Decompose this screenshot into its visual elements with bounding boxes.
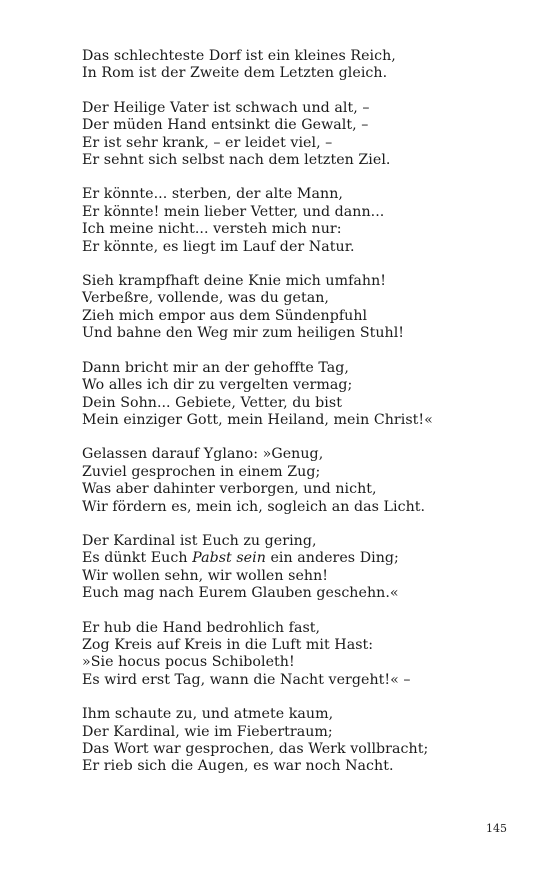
poem-line: Das Wort war gesprochen, das Werk vollbracht; [82,741,429,757]
poem-line: Er könnte, es liegt im Lauf der Natur. [82,238,355,255]
stanza-4 [82,273,522,343]
poem-line: Mein einziger Gott, mein Heiland, mein Christ!« [82,411,433,428]
poem-line: Was aber dahinter verborgen, und nicht, [82,481,377,498]
poem-line: Euch mag nach Eurem Glauben geschehn.« [82,585,399,602]
poem-line: In Rom ist der Zweite dem Letzten gleich. [82,65,388,82]
poem-line: Er hub die Hand bedrohlich fast, [82,619,321,636]
poem-line: Verbeßre, vollende, was du getan, [82,290,329,307]
poem-line: Wir fördern es, mein ich, sogleich an das Licht. [82,498,426,515]
poem-line: Er könnte... sterben, der alte Mann, [82,186,343,203]
poem-line: Der Heilige Vater ist schwach und alt, – [82,99,370,116]
poem-line-segment: ein anderes Ding; [265,550,399,567]
stanza-1 [82,48,522,83]
stanza-3 [82,186,522,256]
stanza-8 [82,620,522,690]
poem-line: Der Kardinal ist Euch zu gering, [82,532,317,549]
poem-line-segment: Es dünkt Euch [82,550,193,567]
poem-line-with-italic [82,550,522,567]
poem-line: Dann bricht mir an der gehoffte Tag, [82,359,349,376]
stanza-5 [82,360,522,430]
poem-line: Es wird erst Tag, wann die Nacht vergeht!« – [82,671,411,688]
stanza-7 [82,533,522,603]
stanza-9 [82,706,522,776]
poem-line: Sieh krampfhaft deine Knie mich umfahn! [82,273,387,290]
poem-line: Gelassen darauf Yglano: »Genug, [82,446,324,463]
stanza-2 [82,100,522,170]
poem-line: Ich meine nicht... versteh mich nur: [82,221,342,238]
page-number: 145 [486,822,507,835]
poem-line: Er ist sehr krank, – er leidet viel, – [82,134,333,151]
poem-line: Der müden Hand entsinkt die Gewalt, – [82,117,369,134]
poem-line: Er könnte! mein lieber Vetter, und dann... [82,203,385,220]
poem-line: Ihm schaute zu, und atmete kaum, [82,706,334,723]
poem-line: Wo alles ich dir zu vergelten vermag; [82,377,353,394]
poem-line: Zuviel gesprochen in einem Zug; [82,463,321,480]
poem-line: Zieh mich empor aus dem Sündenpfuhl [82,307,368,324]
poem-line: Und bahne den Weg mir zum heiligen Stuhl! [82,325,405,342]
poem-line: »Sie hocus pocus Schiboleth! [82,654,295,671]
italic-phrase: Pabst sein [192,550,266,567]
poem-line: Zog Kreis auf Kreis in die Luft mit Hast: [82,636,374,653]
poem-line: Er sehnt sich selbst nach dem letzten Ziel. [82,152,391,169]
poem-line: Dein Sohn... Gebiete, Vetter, du bist [82,394,342,411]
poem-line: Er rieb sich die Augen, es war noch Nacht. [82,758,394,775]
poem-text-block [82,48,522,793]
poem-line: Der Kardinal, wie im Fiebertraum; [82,723,333,740]
poem-line: Wir wollen sehn, wir wollen sehn! [82,567,329,584]
stanza-6 [82,446,522,516]
poem-line: Das schlechteste Dorf ist ein kleines Reich, [82,48,396,64]
